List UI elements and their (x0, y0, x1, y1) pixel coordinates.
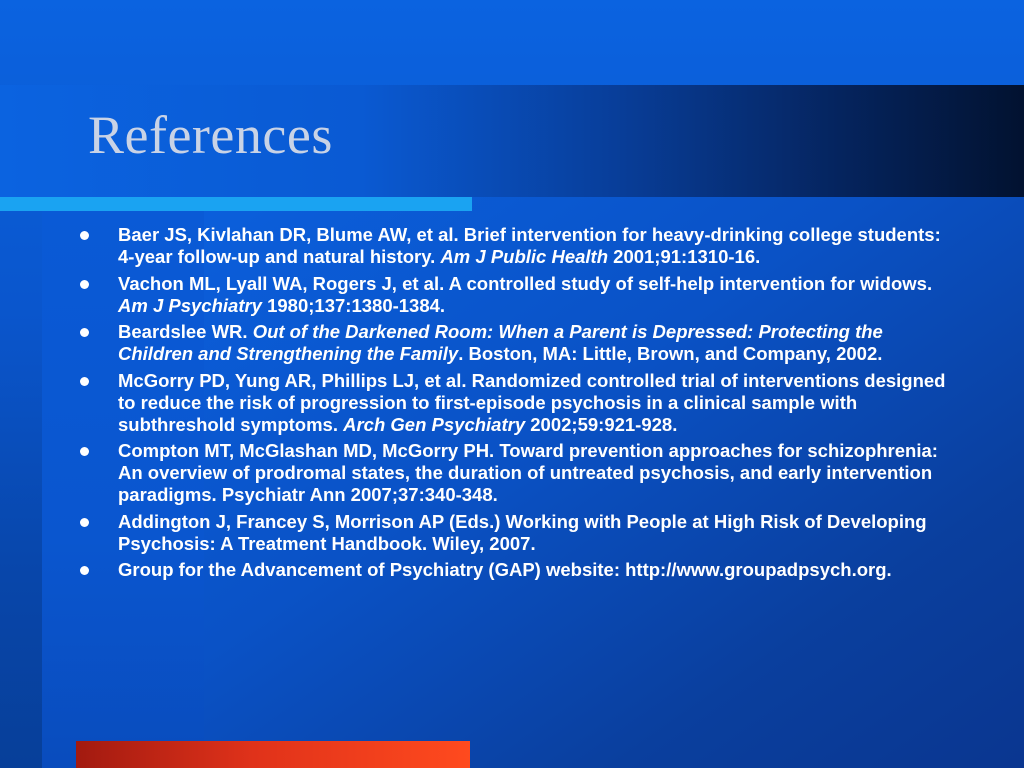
bullet-icon (80, 231, 89, 240)
reference-text: Addington J, Francey S, Morrison AP (Eds.) Working with People at High Risk of Developing Psychosis: A Treatment Handbook. Wiley, 2007. (118, 510, 927, 554)
reference-item (78, 370, 958, 436)
bullet-icon (80, 328, 89, 337)
reference-text: Vachon ML, Lyall WA, Rogers J, et al. A controlled study of self-help intervention for widows. (118, 272, 933, 294)
bullet-icon (80, 518, 89, 527)
bottom-accent-bar (76, 741, 470, 768)
reference-book-title: Out of the Darkened Room: When a Parent is Depressed: Protecting the Children and Strengthening the Family (118, 321, 883, 364)
reference-list (78, 224, 958, 586)
reference-item (78, 224, 958, 268)
reference-text: Group for the Advancement of Psychiatry (GAP) website: http://www.groupadpsych.org. (118, 559, 892, 580)
accent-stripe (0, 197, 472, 211)
reference-item (78, 321, 958, 365)
reference-journal: Arch Gen Psychiatry (343, 413, 526, 435)
bullet-icon (80, 566, 89, 575)
reference-citation: . Boston, MA: Little, Brown, and Company, 2002. (458, 343, 883, 364)
reference-item (78, 440, 958, 506)
reference-item (78, 559, 958, 581)
reference-journal: Am J Psychiatry (118, 294, 262, 316)
reference-text: Beardslee WR. (118, 321, 253, 342)
reference-journal: Am J Public Health (440, 246, 609, 267)
bullet-icon (80, 447, 89, 456)
bullet-icon (80, 280, 89, 289)
bullet-icon (80, 377, 89, 386)
reference-item (78, 511, 958, 555)
reference-citation: 2002;59:921-928. (525, 413, 678, 435)
reference-item (78, 273, 958, 317)
slide-title: References (88, 105, 333, 165)
reference-citation: 1980;137:1380-1384. (261, 294, 446, 316)
reference-text: Compton MT, McGlashan MD, McGorry PH. Toward prevention approaches for schizophrenia: An overview of prodromal states, the duration of untreated psychosis, and early intervention paradigms. Psychiatr Ann 2007;37:340-348. (118, 440, 938, 505)
reference-text: Baer JS, Kivlahan DR, Blume AW, et al. Brief intervention for heavy-drinking college students: 4-year follow-up and natural history. (118, 224, 941, 267)
reference-citation: 2001;91:1310-16. (608, 246, 761, 267)
reference-text: McGorry PD, Yung AR, Phillips LJ, et al. Randomized controlled trial of interventions designed to reduce the risk of progression to first-episode psychosis in a clinical sample with subthreshold symptoms. (118, 369, 946, 435)
